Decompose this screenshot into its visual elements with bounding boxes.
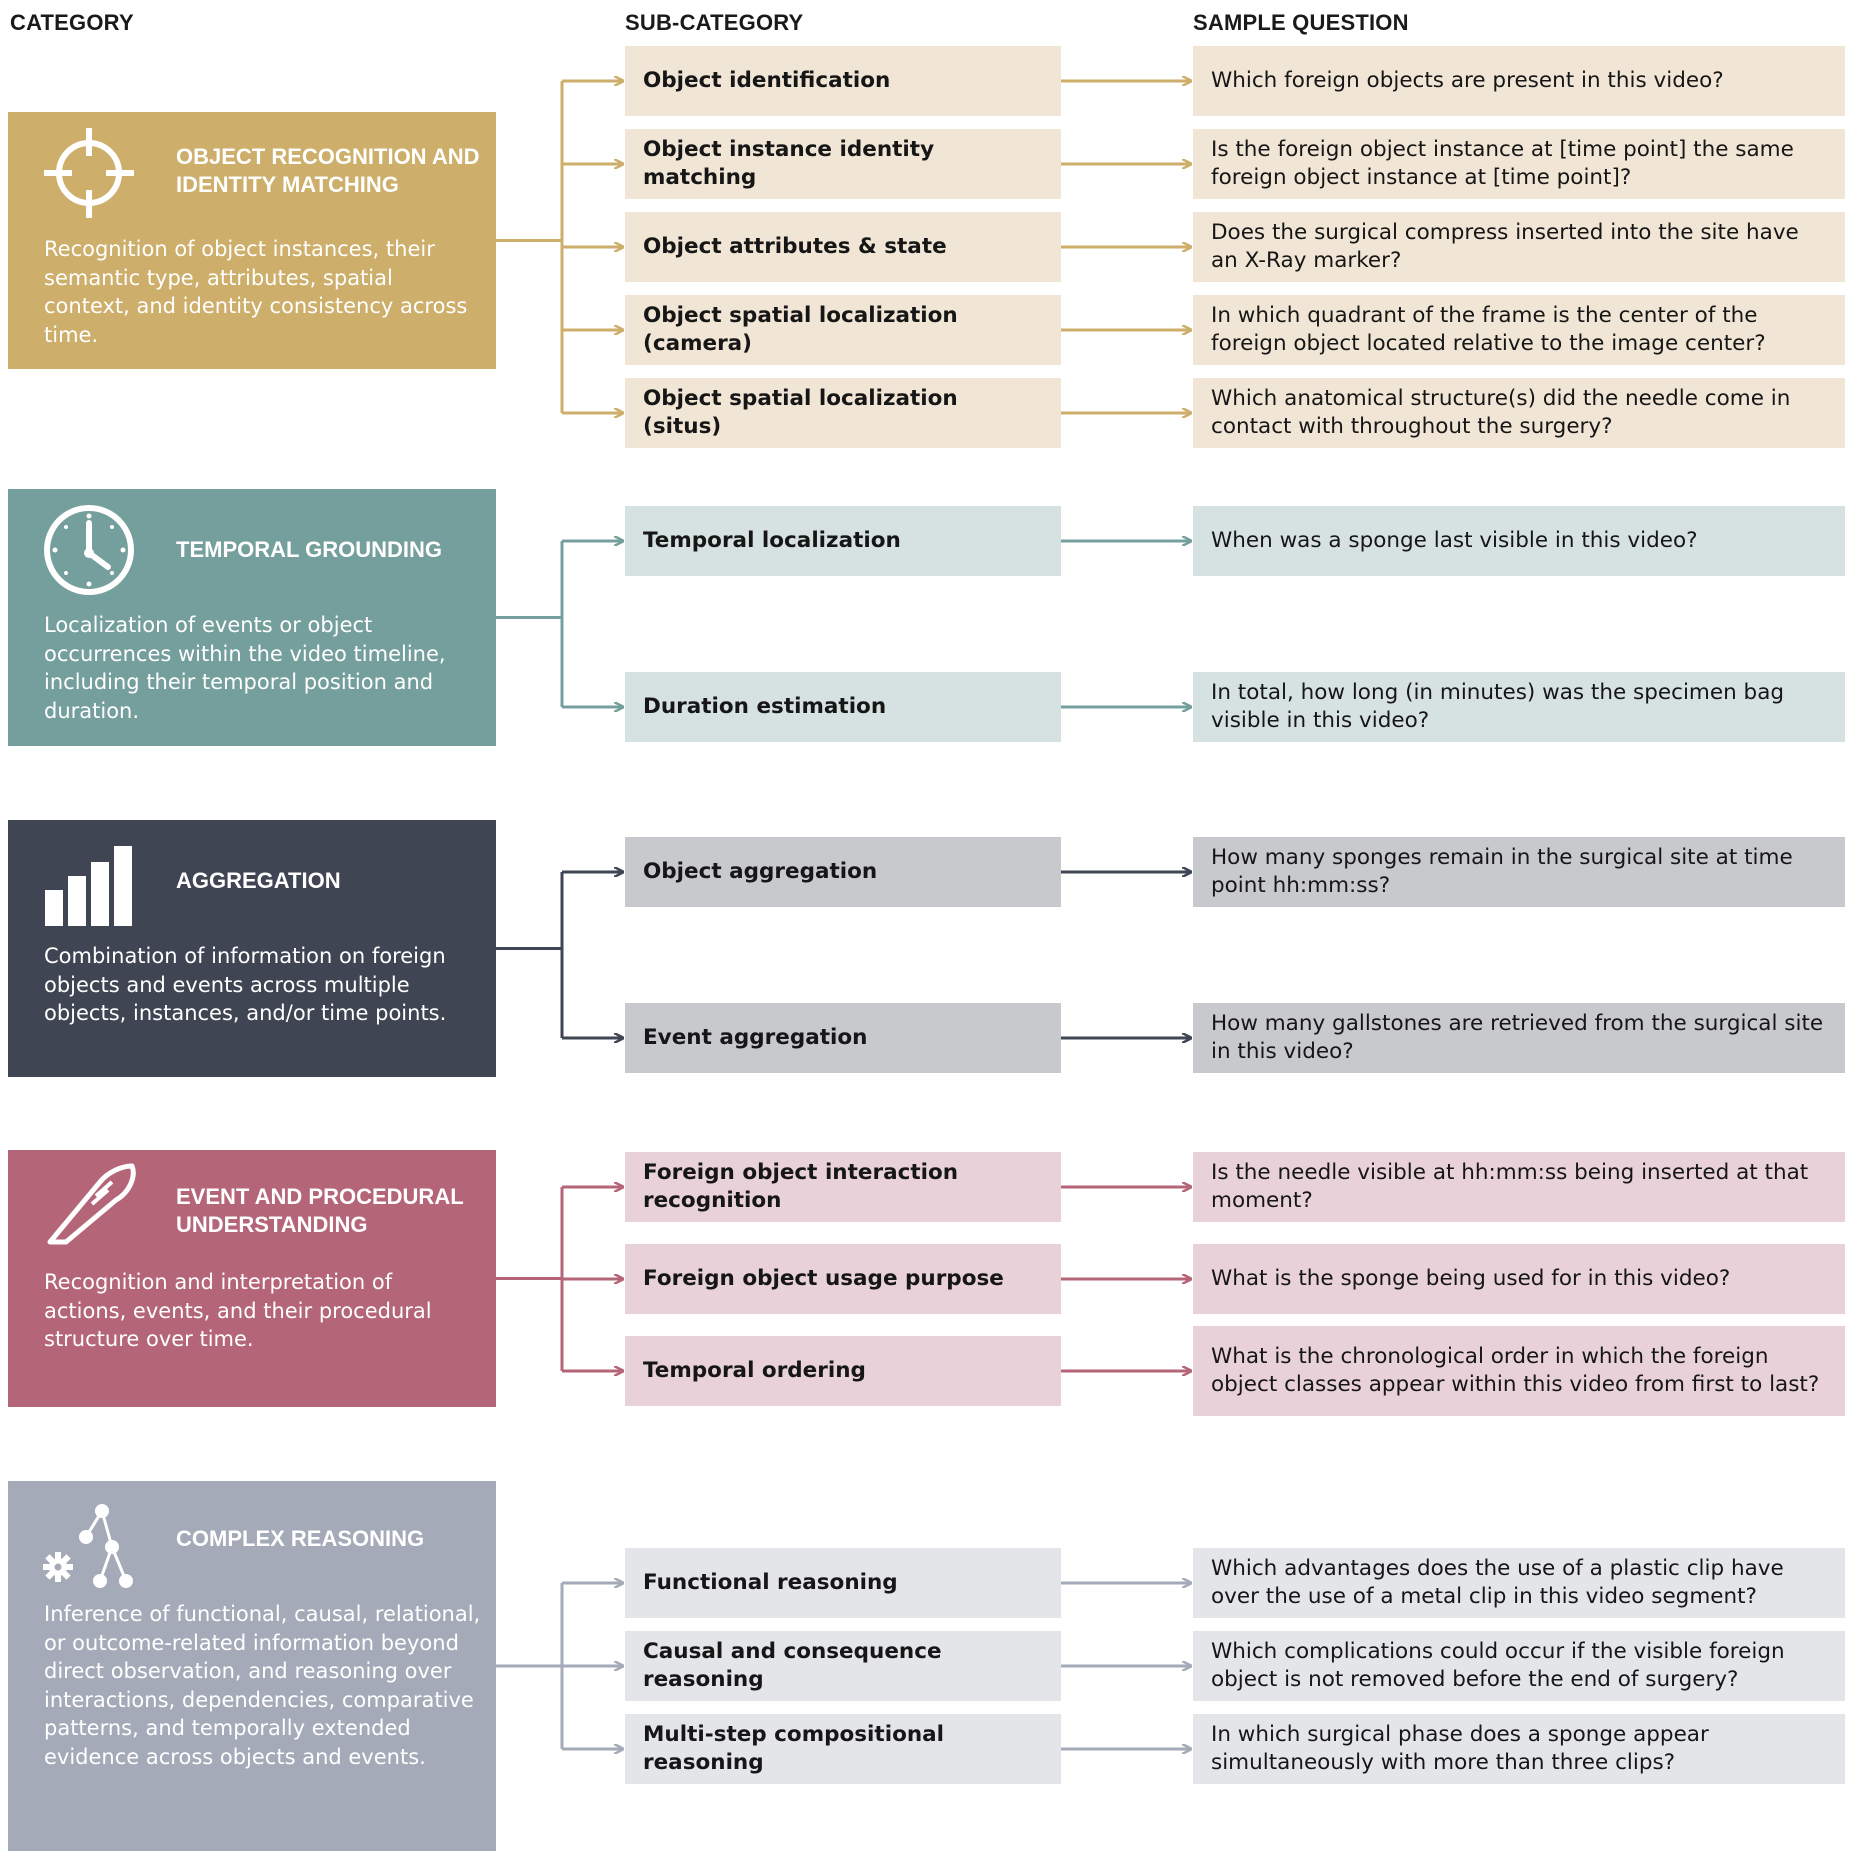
- category-complex-reasoning: [8, 1481, 496, 1851]
- subcategory-label: Object attributes & state: [643, 234, 947, 259]
- subcategory-box: [625, 672, 1061, 742]
- category-description: Recognition of object instances, their semantic type, attributes, spatial context, and identity consistency across time.: [44, 237, 468, 347]
- crosshair-icon: [42, 126, 136, 224]
- clock-icon: [42, 503, 136, 601]
- subcategory-box: [625, 1336, 1061, 1406]
- sample-question-text: How many sponges remain in the surgical site at time point hh:mm:ss?: [1211, 845, 1793, 898]
- sample-question-text: In which quadrant of the frame is the center of the foreign object located relative to the image center?: [1211, 303, 1766, 356]
- subcategory-label: Temporal localization: [643, 528, 901, 553]
- sample-question-text: In which surgical phase does a sponge appear simultaneously with more than three clips?: [1211, 1722, 1709, 1775]
- subcategory-label: Object spatial localization (camera): [643, 303, 958, 356]
- subcategory-box: [625, 837, 1061, 907]
- sample-question-box: [1193, 506, 1845, 576]
- category-description: Combination of information on foreign objects and events across multiple objects, instances, and/or time points.: [44, 944, 447, 1025]
- sample-question-box: [1193, 1326, 1845, 1416]
- header-subcategory: SUB-CATEGORY: [625, 10, 804, 35]
- category-event-procedural: [8, 1150, 496, 1407]
- sample-question-text: When was a sponge last visible in this video?: [1211, 528, 1698, 553]
- category-title: COMPLEX REASONING: [176, 1526, 425, 1551]
- subcategory-label: Temporal ordering: [643, 1358, 866, 1383]
- category-temporal-grounding: [8, 489, 496, 746]
- sample-question-box: [1193, 1631, 1845, 1701]
- sample-question-text: Which complications could occur if the visible foreign object is not removed before the end of surgery?: [1211, 1639, 1785, 1692]
- sample-question-box: [1193, 46, 1845, 116]
- sample-question-text: What is the chronological order in which the foreign object classes appear within this video from first to last?: [1211, 1344, 1820, 1397]
- category-title: EVENT AND PROCEDURAL UNDERSTANDING: [176, 1184, 464, 1237]
- sample-question-text: Is the needle visible at hh:mm:ss being inserted at that moment?: [1211, 1160, 1809, 1213]
- subcategory-box: [625, 46, 1061, 116]
- subcategory-label: Causal and consequence reasoning: [643, 1639, 942, 1692]
- sample-question-text: Which foreign objects are present in this video?: [1211, 68, 1724, 93]
- sample-question-box: [1193, 837, 1845, 907]
- subcategory-label: Object aggregation: [643, 859, 878, 884]
- sample-question-box: [1193, 1244, 1845, 1314]
- sample-question-box: [1193, 1003, 1845, 1073]
- sample-question-text: Is the foreign object instance at [time point] the same foreign object instance at [time point]?: [1211, 137, 1794, 190]
- subcategory-label: Object identification: [643, 68, 891, 93]
- subcategory-label: Event aggregation: [643, 1025, 868, 1050]
- sample-question-text: Does the surgical compress inserted into the site have an X-Ray marker?: [1211, 220, 1799, 273]
- category-object-recognition: [8, 112, 496, 369]
- header-sample-question: SAMPLE QUESTION: [1193, 10, 1409, 35]
- category-title: TEMPORAL GROUNDING: [176, 537, 443, 562]
- sample-question-text: How many gallstones are retrieved from the surgical site in this video?: [1211, 1011, 1824, 1064]
- scalpel-icon: [42, 1160, 142, 1254]
- subcategory-label: Foreign object interaction recognition: [643, 1160, 959, 1213]
- sample-question-text: Which advantages does the use of a plastic clip have over the use of a metal clip in this video segment?: [1211, 1556, 1784, 1609]
- category-description: Recognition and interpretation of actions, events, and their procedural structure over time.: [44, 1270, 432, 1351]
- sample-question-text: In total, how long (in minutes) was the specimen bag visible in this video?: [1211, 680, 1785, 733]
- reasoning-tree-icon: [42, 1501, 138, 1595]
- category-description: Localization of events or object occurrences within the video timeline, including their temporal position and duration.: [44, 613, 446, 723]
- subcategory-label: Object spatial localization (situs): [643, 386, 958, 439]
- category-description: Inference of functional, causal, relational, or outcome-related information beyond direct observation, and reasoning over interactions, dependencies, comparative patterns, and temporally extended evidence across objects and events.: [44, 1602, 481, 1769]
- subcategory-box: [625, 1548, 1061, 1618]
- sample-question-box: [1193, 295, 1845, 365]
- subcategory-box: [625, 212, 1061, 282]
- subcategory-box: [625, 506, 1061, 576]
- subcategory-box: [625, 378, 1061, 448]
- sample-question-box: [1193, 129, 1845, 199]
- subcategory-label: Object instance identity matching: [643, 137, 935, 190]
- subcategory-label: Duration estimation: [643, 694, 887, 719]
- category-title: OBJECT RECOGNITION AND IDENTITY MATCHING: [176, 144, 480, 197]
- subcategory-box: [625, 1714, 1061, 1784]
- sample-question-box: [1193, 672, 1845, 742]
- subcategory-label: Multi-step compositional reasoning: [643, 1722, 945, 1775]
- sample-question-text: What is the sponge being used for in this video?: [1211, 1266, 1731, 1291]
- subcategory-box: [625, 1003, 1061, 1073]
- subcategory-label: Functional reasoning: [643, 1570, 898, 1595]
- sample-question-text: Which anatomical structure(s) did the needle come in contact with throughout the surgery?: [1211, 386, 1791, 439]
- sample-question-box: [1193, 378, 1845, 448]
- subcategory-box: [625, 129, 1061, 199]
- category-aggregation: [8, 820, 496, 1077]
- sample-question-box: [1193, 1714, 1845, 1784]
- sample-question-box: [1193, 1548, 1845, 1618]
- subcategory-box: [625, 1152, 1061, 1222]
- sample-question-box: [1193, 212, 1845, 282]
- subcategory-box: [625, 1631, 1061, 1701]
- subcategory-box: [625, 1244, 1061, 1314]
- bar-chart-icon: [42, 840, 136, 934]
- header-category: CATEGORY: [10, 10, 134, 35]
- subcategory-label: Foreign object usage purpose: [643, 1266, 1004, 1291]
- subcategory-box: [625, 295, 1061, 365]
- sample-question-box: [1193, 1152, 1845, 1222]
- category-title: AGGREGATION: [176, 868, 341, 893]
